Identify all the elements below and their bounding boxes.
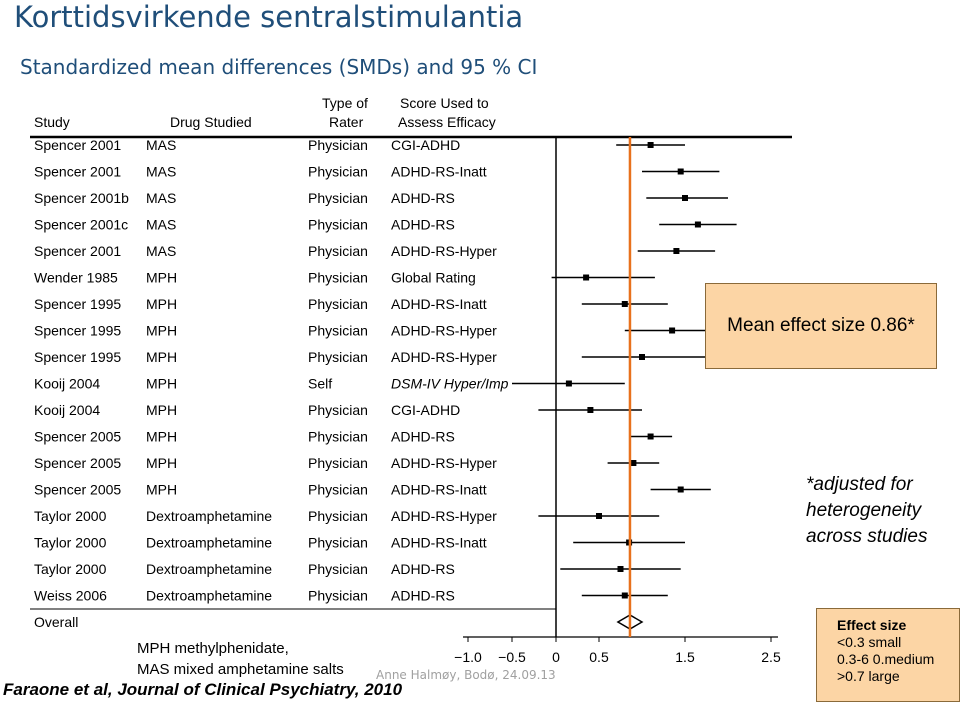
row-study: Spencer 2005	[34, 481, 122, 498]
effect-size-line: <0.3 small	[837, 634, 902, 650]
row-score: ADHD-RS-Hyper	[391, 455, 497, 471]
x-tick-label: 2.5	[761, 649, 781, 665]
row-score: ADHD-RS-Hyper	[391, 243, 497, 259]
row-rater: Physician	[308, 587, 368, 604]
row-study: Spencer 2001	[34, 243, 122, 259]
point-estimate	[566, 381, 572, 387]
slide-title: Korttidsvirkende sentralstimulantia	[14, 0, 524, 34]
row-score: ADHD-RS-Inatt	[391, 534, 487, 551]
row-drug: Dextroamphetamine	[146, 587, 273, 604]
row-drug: MPH	[146, 296, 178, 312]
row-rater: Physician	[308, 137, 368, 153]
point-estimate	[630, 460, 636, 466]
abbreviation-mas: MAS mixed amphetamine salts	[137, 661, 344, 678]
row-drug: MPH	[146, 375, 178, 392]
row-drug: MPH	[146, 455, 178, 471]
row-score: ADHD-RS-Hyper	[391, 349, 497, 365]
row-study: Taylor 2000	[34, 534, 107, 551]
row-drug: Dextroamphetamine	[146, 508, 273, 524]
row-study: Spencer 2005	[34, 455, 122, 471]
row-score: ADHD-RS	[391, 428, 455, 445]
row-study: Weiss 2006	[34, 587, 107, 604]
row-rater: Physician	[308, 402, 368, 418]
effect-size-line: 0.3-6 0.medium	[837, 651, 935, 667]
row-score: CGI-ADHD	[391, 137, 461, 153]
row-rater: Physician	[308, 428, 368, 445]
row-drug: MPH	[146, 269, 178, 286]
x-tick-label: −1.0	[454, 649, 482, 665]
row-rater: Physician	[308, 481, 368, 498]
row-drug: MPH	[146, 349, 178, 365]
row-drug: MAS	[146, 243, 177, 259]
row-study: Spencer 2005	[34, 428, 122, 445]
row-score: ADHD-RS-Inatt	[391, 163, 487, 180]
row-drug: Dextroamphetamine	[146, 534, 273, 551]
row-study: Taylor 2000	[34, 508, 107, 524]
row-study: Spencer 2001	[34, 163, 122, 180]
row-rater: Self	[308, 375, 333, 392]
slide-subtitle: Standardized mean differences (SMDs) and 95 % CI	[20, 55, 538, 79]
point-estimate	[587, 407, 593, 413]
point-estimate	[596, 513, 602, 519]
column-header-rater: Rater	[329, 114, 364, 130]
point-estimate	[669, 328, 675, 334]
row-rater: Physician	[308, 508, 368, 524]
adjusted-note-line: heterogeneity	[806, 500, 922, 521]
row-rater: Physician	[308, 455, 368, 471]
adjusted-note-line: across studies	[806, 526, 928, 547]
adjusted-note	[806, 472, 927, 550]
row-score: ADHD-RS-Hyper	[391, 322, 497, 339]
row-study: Kooij 2004	[34, 402, 101, 418]
x-tick-label: 1.5	[675, 649, 695, 665]
column-header-drug: Drug Studied	[170, 114, 252, 130]
point-estimate	[618, 566, 624, 572]
citation: Faraone et al, Journal of Clinical Psychiatry, 2010	[3, 680, 403, 699]
row-study: Spencer 1995	[34, 296, 122, 312]
row-drug: MAS	[146, 137, 177, 153]
row-rater: Physician	[308, 561, 368, 577]
point-estimate	[673, 248, 679, 254]
row-drug: Dextroamphetamine	[146, 561, 273, 577]
column-header-score: Score Used to	[400, 95, 489, 111]
point-estimate	[622, 301, 628, 307]
mean-effect-box: Mean effect size 0.86*	[705, 283, 937, 369]
column-header-score: Assess Efficacy	[398, 114, 496, 130]
row-score: ADHD-RS	[391, 587, 455, 604]
row-rater: Physician	[308, 190, 368, 206]
row-rater: Physician	[308, 322, 368, 339]
row-study: Kooij 2004	[34, 375, 101, 392]
row-rater: Physician	[308, 296, 368, 312]
effect-size-legend	[816, 608, 960, 702]
row-study: Spencer 1995	[34, 349, 122, 365]
row-rater: Physician	[308, 163, 368, 180]
point-estimate	[678, 169, 684, 175]
adjusted-note-line: *adjusted for	[806, 474, 913, 495]
row-rater: Physician	[308, 216, 368, 233]
row-drug: MPH	[146, 322, 178, 339]
x-tick-label: 0.5	[589, 649, 609, 665]
row-drug: MAS	[146, 190, 177, 206]
point-estimate	[639, 354, 645, 360]
row-drug: MPH	[146, 402, 178, 418]
overall-label: Overall	[34, 614, 79, 630]
row-study: Spencer 2001c	[34, 216, 129, 233]
point-estimate	[583, 275, 589, 281]
effect-size-heading: Effect size	[837, 617, 907, 633]
row-drug: MPH	[146, 428, 178, 445]
effect-size-line: >0.7 large	[837, 668, 900, 684]
column-header-study: Study	[34, 114, 70, 130]
row-score: Global Rating	[391, 269, 476, 286]
row-rater: Physician	[308, 269, 368, 286]
point-estimate	[682, 195, 688, 201]
row-drug: MAS	[146, 163, 177, 180]
x-tick-label: 0	[552, 649, 560, 665]
row-rater: Physician	[308, 349, 368, 365]
row-score: ADHD-RS	[391, 190, 455, 206]
row-drug: MPH	[146, 481, 178, 498]
row-score: ADHD-RS-Inatt	[391, 481, 487, 498]
point-estimate	[648, 142, 654, 148]
row-score: ADHD-RS	[391, 216, 455, 233]
column-header-rater: Type of	[322, 95, 368, 111]
abbreviation-mph: MPH methylphenidate,	[137, 640, 289, 657]
row-study: Spencer 2001b	[34, 190, 129, 206]
row-study: Taylor 2000	[34, 561, 107, 577]
point-estimate	[622, 593, 628, 599]
point-estimate	[695, 222, 701, 228]
point-estimate	[678, 487, 684, 493]
row-study: Spencer 2001	[34, 137, 122, 153]
row-score: ADHD-RS-Inatt	[391, 296, 487, 312]
row-drug: MAS	[146, 216, 177, 233]
row-study: Spencer 1995	[34, 322, 122, 339]
x-tick-label: −0.5	[498, 649, 526, 665]
author-footer: Anne Halmøy, Bodø, 24.09.13	[376, 668, 556, 682]
row-study: Wender 1985	[34, 269, 118, 286]
point-estimate	[648, 434, 654, 440]
row-score: DSM-IV Hyper/Imp	[391, 375, 509, 392]
row-rater: Physician	[308, 534, 368, 551]
row-score: CGI-ADHD	[391, 402, 461, 418]
row-score: ADHD-RS	[391, 561, 455, 577]
row-score: ADHD-RS-Hyper	[391, 508, 497, 524]
row-rater: Physician	[308, 243, 368, 259]
